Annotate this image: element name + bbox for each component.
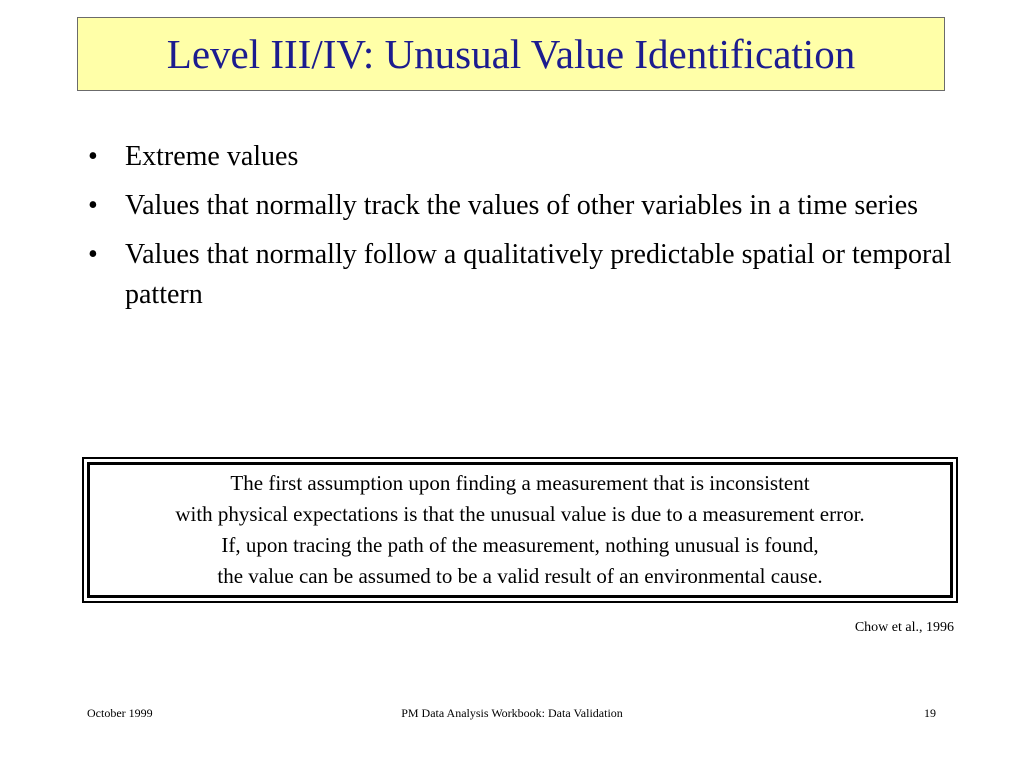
citation: Chow et al., 1996 <box>854 620 954 635</box>
bullet-icon: • <box>88 190 98 221</box>
bullet-text: Extreme values <box>125 141 299 172</box>
bullet-item <box>82 235 962 315</box>
bullet-icon: • <box>88 141 98 172</box>
footer-title: PM Data Analysis Workbook: Data Validation <box>401 706 623 720</box>
bullet-text: Values that normally track the values of other variables in a time series <box>125 190 919 221</box>
bullet-item <box>82 137 962 177</box>
bullet-text: Values that normally follow a qualitatively predictable spatial or temporal pattern <box>125 239 952 310</box>
quote-line: with physical expectations is that the unusual value is due to a measurement error. <box>175 502 865 526</box>
bullet-list <box>82 137 962 324</box>
bullet-icon: • <box>88 239 98 270</box>
footer-date: October 1999 <box>87 706 153 720</box>
page-number: 19 <box>924 706 936 720</box>
bullet-item <box>82 186 962 226</box>
slide-title: Level III/IV: Unusual Value Identification <box>166 30 856 77</box>
quote-box <box>82 457 958 603</box>
quote-line: The first assumption upon finding a measurement that is inconsistent <box>230 471 810 495</box>
quote-line: If, upon tracing the path of the measurement, nothing unusual is found, <box>221 533 819 557</box>
quote-line: the value can be assumed to be a valid result of an environmental cause. <box>217 564 823 588</box>
title-box <box>77 17 945 91</box>
quote-text <box>87 462 953 598</box>
